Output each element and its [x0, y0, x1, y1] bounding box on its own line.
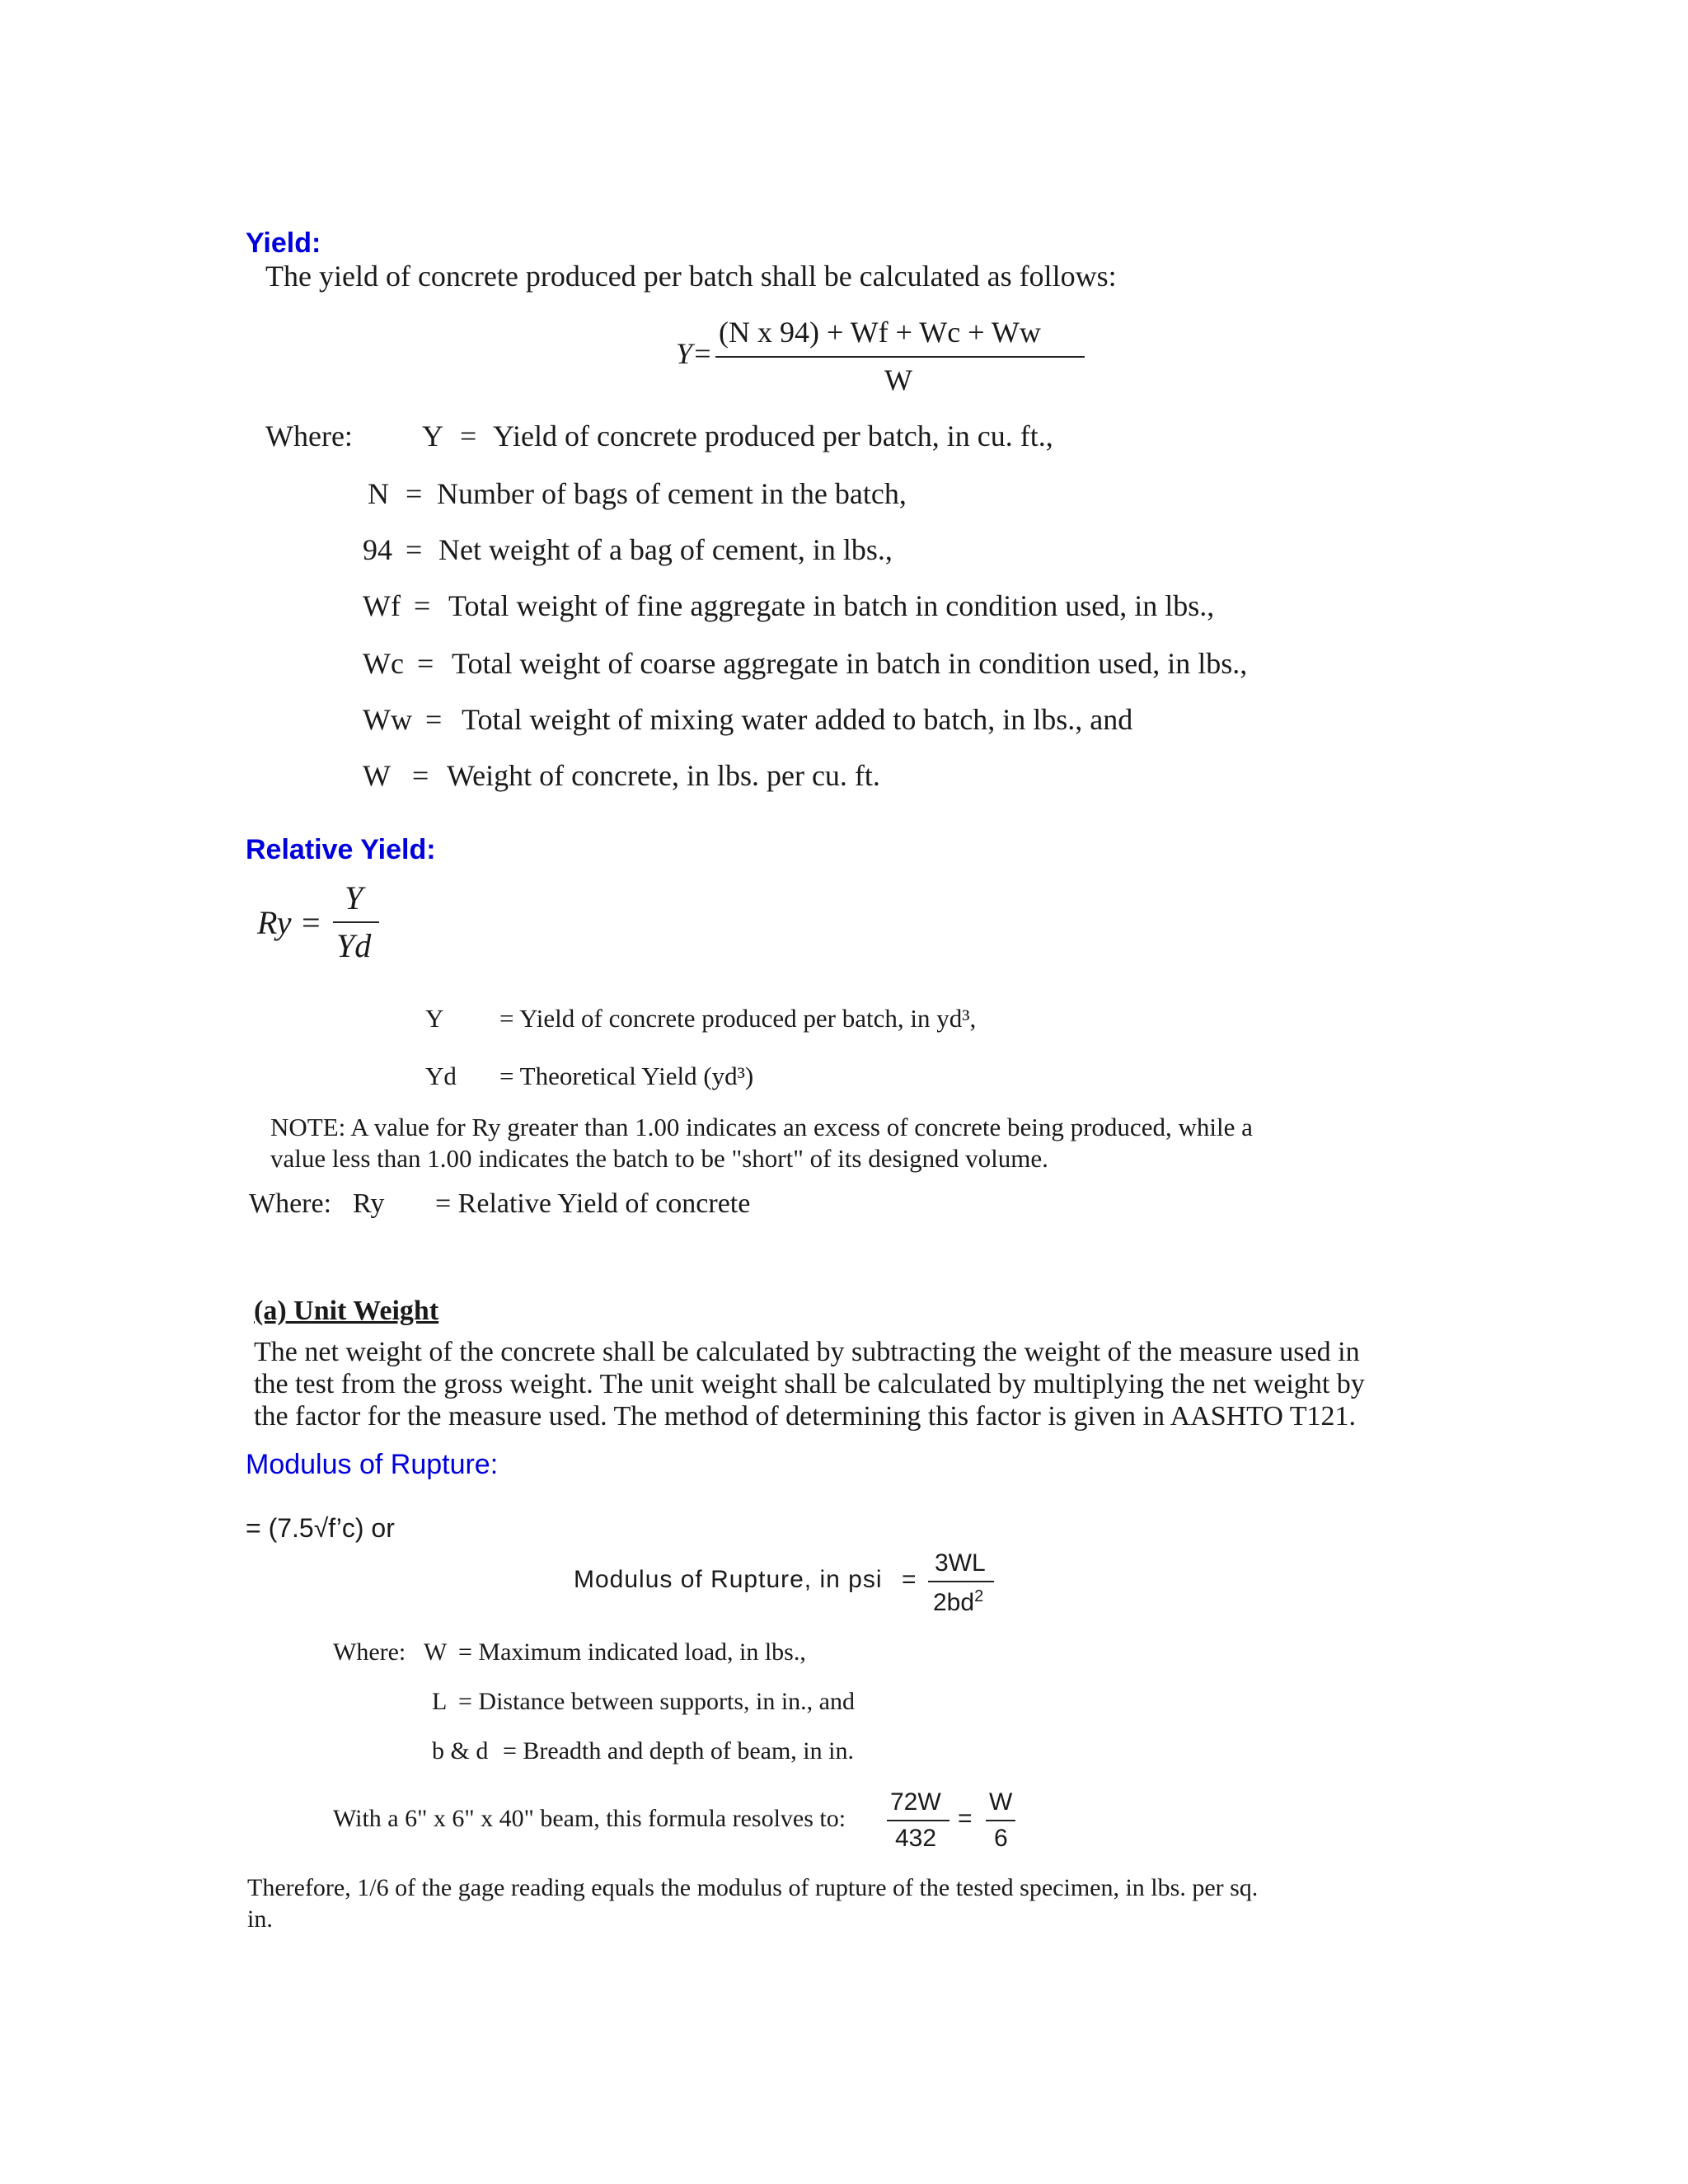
- conclusion-line1: Therefore, 1/6 of the gage reading equals the modulus of rupture of the tested specimen, in lbs. per sq.: [247, 1874, 1259, 1901]
- def-sym: Yd: [425, 1062, 457, 1090]
- ry-where-text: = Relative Yield of concrete: [435, 1188, 751, 1219]
- beam-denominator-2: 6: [994, 1825, 1008, 1852]
- unit-weight-line1: The net weight of the concrete shall be calculated by subtracting the weight of the measure used in: [254, 1337, 1360, 1367]
- def-text: Yield of concrete produced per batch, in cu. ft.,: [493, 419, 1053, 452]
- def-text: = Theoretical Yield (yd³): [499, 1062, 754, 1090]
- def-text: Number of bags of cement in the batch,: [437, 477, 907, 510]
- def-eq: =: [417, 647, 434, 680]
- beam-eq: =: [958, 1805, 973, 1832]
- yield-intro: The yield of concrete produced per batch shall be calculated as follows:: [265, 260, 1117, 293]
- def-eq: =: [406, 477, 423, 510]
- modulus-formula-denominator: $2bd^2$: [933, 1587, 984, 1616]
- ry-where-sym: Ry: [353, 1188, 385, 1219]
- def-eq: =: [425, 703, 443, 736]
- conclusion-line2: in.: [247, 1905, 273, 1933]
- ry-formula-denominator: Yd: [336, 927, 372, 964]
- beam-fraction-bar-2: [986, 1820, 1015, 1821]
- yield-formula-denominator: W: [884, 363, 912, 396]
- def-eq: =: [412, 759, 429, 792]
- yield-formula-fraction-bar: [715, 356, 1085, 358]
- modulus-formula-label: Modulus of Rupture, in psi: [574, 1566, 883, 1593]
- modulus-formula-den-exponent: 2: [974, 1587, 984, 1605]
- modulus-formula-fraction-bar: [928, 1581, 994, 1582]
- def-text: = Breadth and depth of beam, in in.: [503, 1737, 854, 1765]
- yield-where-label: Where:: [265, 419, 353, 452]
- unit-weight-heading: (a) Unit Weight: [254, 1296, 439, 1326]
- def-text: Total weight of coarse aggregate in batch in condition used, in lbs.,: [452, 647, 1248, 680]
- def-text: Total weight of mixing water added to batch, in lbs., and: [462, 703, 1133, 736]
- def-sym: Wf: [363, 589, 401, 622]
- unit-weight-line3: the factor for the measure used. The method of determining this factor is given in AASHTO T121.: [254, 1401, 1357, 1432]
- beam-denominator-1: 432: [895, 1825, 937, 1852]
- yield-formula-numerator: (N x 94) + Wf + Wc + Ww: [719, 316, 1041, 349]
- ry-formula-numerator: Y: [345, 879, 363, 916]
- yield-heading: Yield:: [246, 227, 321, 259]
- def-text: = Maximum indicated load, in lbs.,: [458, 1638, 806, 1666]
- def-eq: =: [406, 533, 423, 566]
- beam-fraction-bar-1: [887, 1820, 950, 1821]
- modulus-heading: Modulus of Rupture:: [246, 1449, 499, 1480]
- modulus-alt-formula: = (7.5√f’c) or: [246, 1513, 395, 1543]
- def-sym: Wc: [363, 647, 404, 680]
- modulus-formula-numerator: 3WL: [935, 1549, 986, 1577]
- def-sym: L: [432, 1688, 448, 1715]
- ry-note-line2: value less than 1.00 indicates the batch to be "short" of its designed volume.: [270, 1144, 1048, 1173]
- beam-numerator-1: 72W: [890, 1788, 941, 1816]
- def-sym: 94: [363, 533, 392, 566]
- beam-numerator-2: W: [989, 1788, 1013, 1816]
- def-sym: Y: [425, 1004, 444, 1033]
- yield-formula-lhs: Y=: [676, 337, 713, 370]
- def-eq: =: [414, 589, 431, 622]
- def-text: Weight of concrete, in lbs. per cu. ft.: [447, 759, 880, 792]
- def-sym: W: [424, 1638, 448, 1666]
- def-sym: N: [368, 477, 389, 510]
- def-sym: Y: [422, 419, 443, 452]
- ry-formula-fraction-bar: [333, 921, 379, 923]
- def-text: = Yield of concrete produced per batch, in yd³,: [499, 1004, 977, 1033]
- def-sym: Ww: [363, 703, 412, 736]
- beam-text: With a 6" x 6" x 40" beam, this formula resolves to:: [333, 1805, 846, 1832]
- def-text: Net weight of a bag of cement, in lbs.,: [438, 533, 893, 566]
- def-sym: W: [363, 759, 391, 792]
- modulus-where-label: Where:: [333, 1638, 406, 1666]
- def-sym: b & d: [432, 1737, 489, 1765]
- ry-formula-lhs: Ry =: [257, 904, 322, 941]
- def-eq: =: [460, 419, 477, 452]
- def-text: = Distance between supports, in in., and: [458, 1688, 855, 1715]
- ry-note-line1: NOTE: A value for Ry greater than 1.00 indicates an excess of concrete being produced, while a: [270, 1113, 1253, 1141]
- def-text: Total weight of fine aggregate in batch in condition used, in lbs.,: [448, 589, 1215, 622]
- ry-where-label: Where:: [249, 1188, 332, 1219]
- modulus-formula-eq: =: [902, 1566, 917, 1593]
- relative-yield-heading: Relative Yield:: [246, 834, 436, 865]
- unit-weight-line2: the test from the gross weight. The unit weight shall be calculated by multiplying the net weight by: [254, 1369, 1365, 1399]
